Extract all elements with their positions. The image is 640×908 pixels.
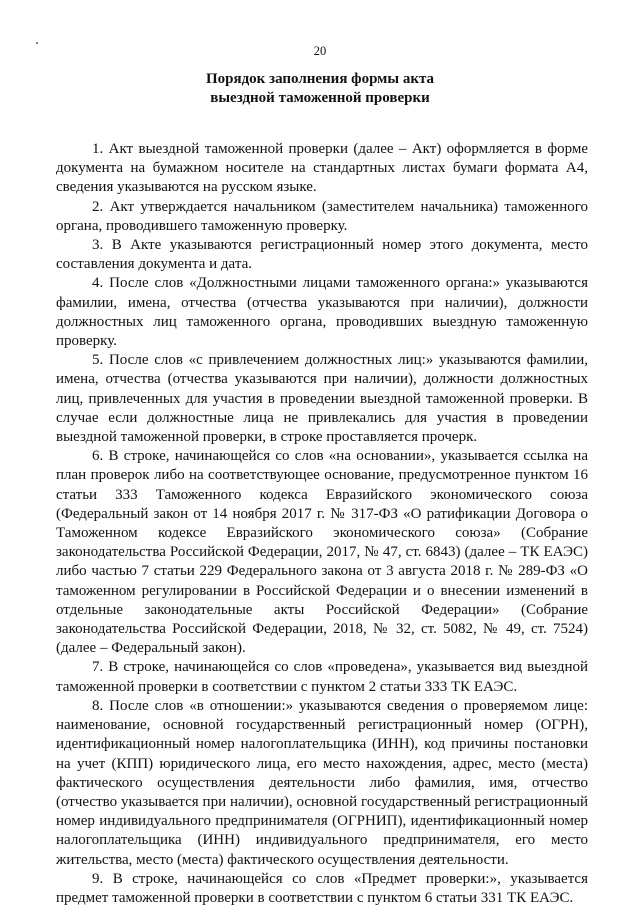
document-title	[0, 70, 640, 108]
paragraph-1: 1. Акт выездной таможенной проверки (далее – Акт) оформляется в форме документа на бумажном носителе на стандартных листах бумаги формата А4, сведения указываются на русском языке.	[56, 141, 588, 196]
paragraph-7: 7. В строке, начинающейся со слов «проведена», указывается вид выездной таможенной проверки в соответствии с пунктом 2 статьи 333 ТК ЕАЭС.	[56, 659, 588, 695]
paragraph-3: 3. В Акте указываются регистрационный номер этого документа, место составления документа и дата.	[56, 237, 588, 273]
paragraph-6: 6. В строке, начинающейся со слов «на основании», указывается ссылка на план проверок либо на соответствующее основание, предусмотренное пунктом 16 статьи 333 Таможенного кодекса Евразийского экономического союза (Федеральный закон от 14 ноября 2017 г. № 317-ФЗ «О ратификации Договора о Таможенном кодексе Евразийского экономического союза» (Собрание законодательства Российской Федерации, 2017, № 47, ст. 6843) (далее – ТК ЕАЭС) либо частью 7 статьи 229 Федерального закона от 3 августа 2018 г. № 289-ФЗ «О таможенном регулировании в Российской Федерации и о внесении изменений в отдельные законодательные акты Российской Федерации» (Собрание законодательства Российской Федерации, 2018, № 32, ст. 5082, № 49, ст. 7524) (далее – Федеральный закон).	[56, 448, 588, 657]
paragraph-4: 4. После слов «Должностными лицами таможенного органа:» указываются фамилии, имена, отчества (отчества указываются при наличии), должности должностных лиц таможенного органа, проводивших выездную таможенную проверку.	[56, 275, 588, 350]
document-body	[56, 140, 588, 908]
paragraph-2: 2. Акт утверждается начальником (заместителем начальника) таможенного органа, проводившего таможенную проверку.	[56, 198, 588, 234]
title-line-2: выездной таможенной проверки	[210, 90, 430, 106]
scan-speck	[36, 42, 38, 44]
paragraph-9: 9. В строке, начинающейся со слов «Предмет проверки:», указывается предмет таможенной проверки в соответствии с пунктом 6 статьи 331 ТК ЕАЭС.	[56, 870, 588, 906]
paragraph-8: 8. После слов «в отношении:» указываются сведения о проверяемом лице: наименование, основной государственный регистрационный номер (ОГРН), идентификационный номер налогоплательщика (ИНН), код причины постановки на учет (КПП) юридического лица, его место нахождения, адрес, место (места) фактического осуществления деятельности либо фамилия, имя, отчество (отчество указывается при наличии), основной государственный регистрационный номер индивидуального предпринимателя (ОГРНИП), идентификационный номер налогоплательщика (ИНН) индивидуального предпринимателя, его место жительства, место (места) фактического осуществления деятельности.	[56, 697, 588, 868]
page-number: 20	[313, 44, 327, 58]
paragraph-5: 5. После слов «с привлечением должностных лиц:» указываются фамилии, имена, отчества (отчества указываются при наличии), должности должностных лиц, привлеченных для участия в проведении выездной таможенной проверки. В случае если должностные лица не привлекались для участия в проведении выездной таможенной проверки, в строке проставляется прочерк.	[56, 352, 588, 446]
title-line-1: Порядок заполнения формы акта	[205, 71, 435, 87]
